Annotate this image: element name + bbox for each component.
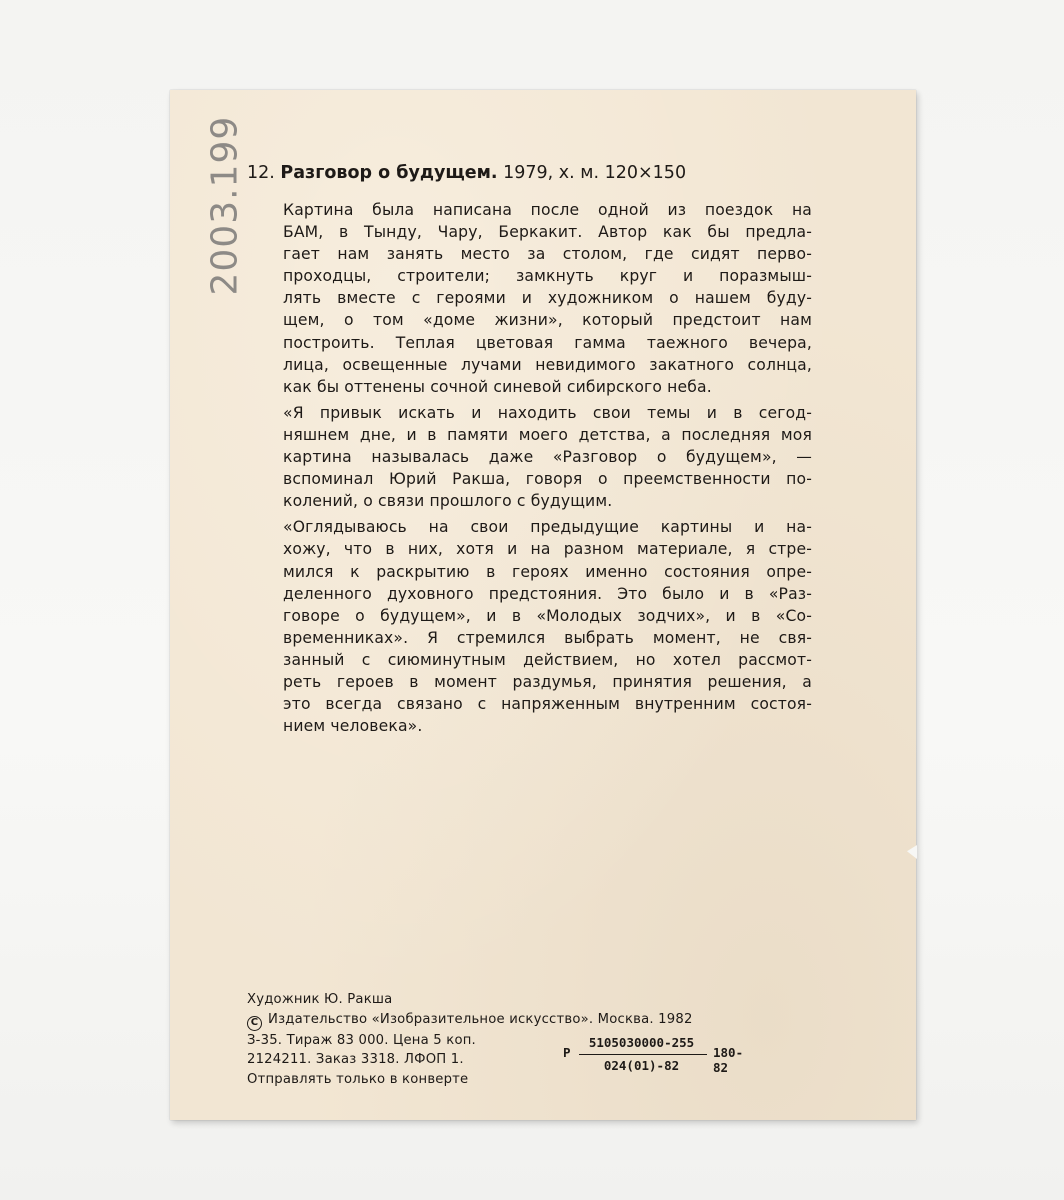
publisher-line	[247, 1010, 847, 1031]
postcard-back	[170, 90, 916, 1120]
index-letter: Р	[563, 1045, 571, 1060]
text-line: реть героев в момент раздумья, принятия решения, а	[283, 672, 812, 691]
paragraph-3	[247, 516, 812, 737]
text-line: колений, о связи прошлого с будущим.	[283, 492, 613, 511]
text-line: гает нам занять место за столом, где сидят перво-	[283, 245, 812, 264]
text-line: хожу, что в них, хотя и на разном материале, я стре-	[283, 540, 812, 559]
artwork-heading	[247, 162, 887, 184]
artist-credit: Художник Ю. Ракша	[247, 992, 393, 1007]
artwork-title: Разговор о будущем.	[280, 163, 498, 183]
text-line: Картина была написана после одной из поездок на	[283, 201, 812, 219]
text-line: «Оглядываюсь на свои предыдущие картины и на-	[283, 518, 812, 537]
pencil-inventory-note	[180, 100, 250, 310]
text-line: вспоминал Юрий Ракша, говоря о преемственности по-	[283, 470, 812, 489]
index-suffix: 180-82	[713, 1045, 744, 1075]
pencil-note-text: 2003.199	[204, 115, 246, 296]
print-info-line-1: З-35. Тираж 83 000. Цена 5 коп.	[247, 1032, 476, 1048]
text-line: построить. Теплая цветовая гамма таежного вечера,	[283, 333, 812, 352]
description-text	[247, 199, 812, 741]
artwork-details: 1979, х. м. 120×150	[503, 163, 687, 183]
text-line: как бы оттенены сочной синевой сибирского неба.	[283, 377, 712, 396]
text-line: БАМ, в Тынду, Чару, Беркакит. Автор как бы предла-	[283, 223, 812, 242]
text-line: занный с сиюминутным действием, но хотел рассмот-	[283, 650, 812, 669]
text-line: щем, о том «доме жизни», который предстоит нам	[283, 311, 812, 330]
imprint-block	[247, 990, 847, 1089]
text-line: это всегда связано с напряженным внутренним состоя-	[283, 695, 812, 714]
text-line: временниках». Я стремился выбрать момент, не свя-	[283, 628, 812, 647]
text-line: говоре о будущем», и в «Молодых зодчих», и в «Со-	[283, 606, 812, 625]
text-line: проходцы, строители; замкнуть круг и поразмыш-	[283, 267, 812, 286]
copyright-icon: C	[247, 1016, 262, 1031]
artwork-number: 12.	[247, 163, 275, 183]
index-numerator: 5105030000-255	[588, 1035, 695, 1050]
index-denominator: 024(01)-82	[603, 1058, 680, 1073]
torn-edge-nick	[907, 845, 917, 859]
publisher-text: Издательство «Изобразительное искусство». Москва. 1982	[268, 1011, 693, 1027]
text-line: «Я привык искать и находить свои темы и в сегод-	[283, 403, 812, 422]
text-line: лица, освещенные лучами невидимого закатного солнца,	[283, 355, 812, 374]
text-line: деленного духовного предстояния. Это было и в «Раз-	[283, 584, 812, 603]
text-line: лять вместе с героями и художником о нашем буду-	[283, 289, 812, 308]
paragraph-2	[247, 402, 812, 512]
mail-note: Отправлять только в конверте	[247, 1071, 469, 1087]
text-line: картина называлась даже «Разговор о будущем», —	[283, 448, 812, 467]
paragraph-1	[247, 199, 812, 398]
text-line: няшнем дне, и в памяти моего детства, а последняя моя	[283, 425, 812, 444]
text-line: нием человека».	[283, 717, 423, 736]
fraction-rule	[579, 1054, 707, 1055]
text-line: мился к раскрытию в героях именно состояния опре-	[283, 562, 812, 581]
print-info-line-2: 2124211. Заказ 3318. ЛФОП 1.	[247, 1052, 464, 1067]
